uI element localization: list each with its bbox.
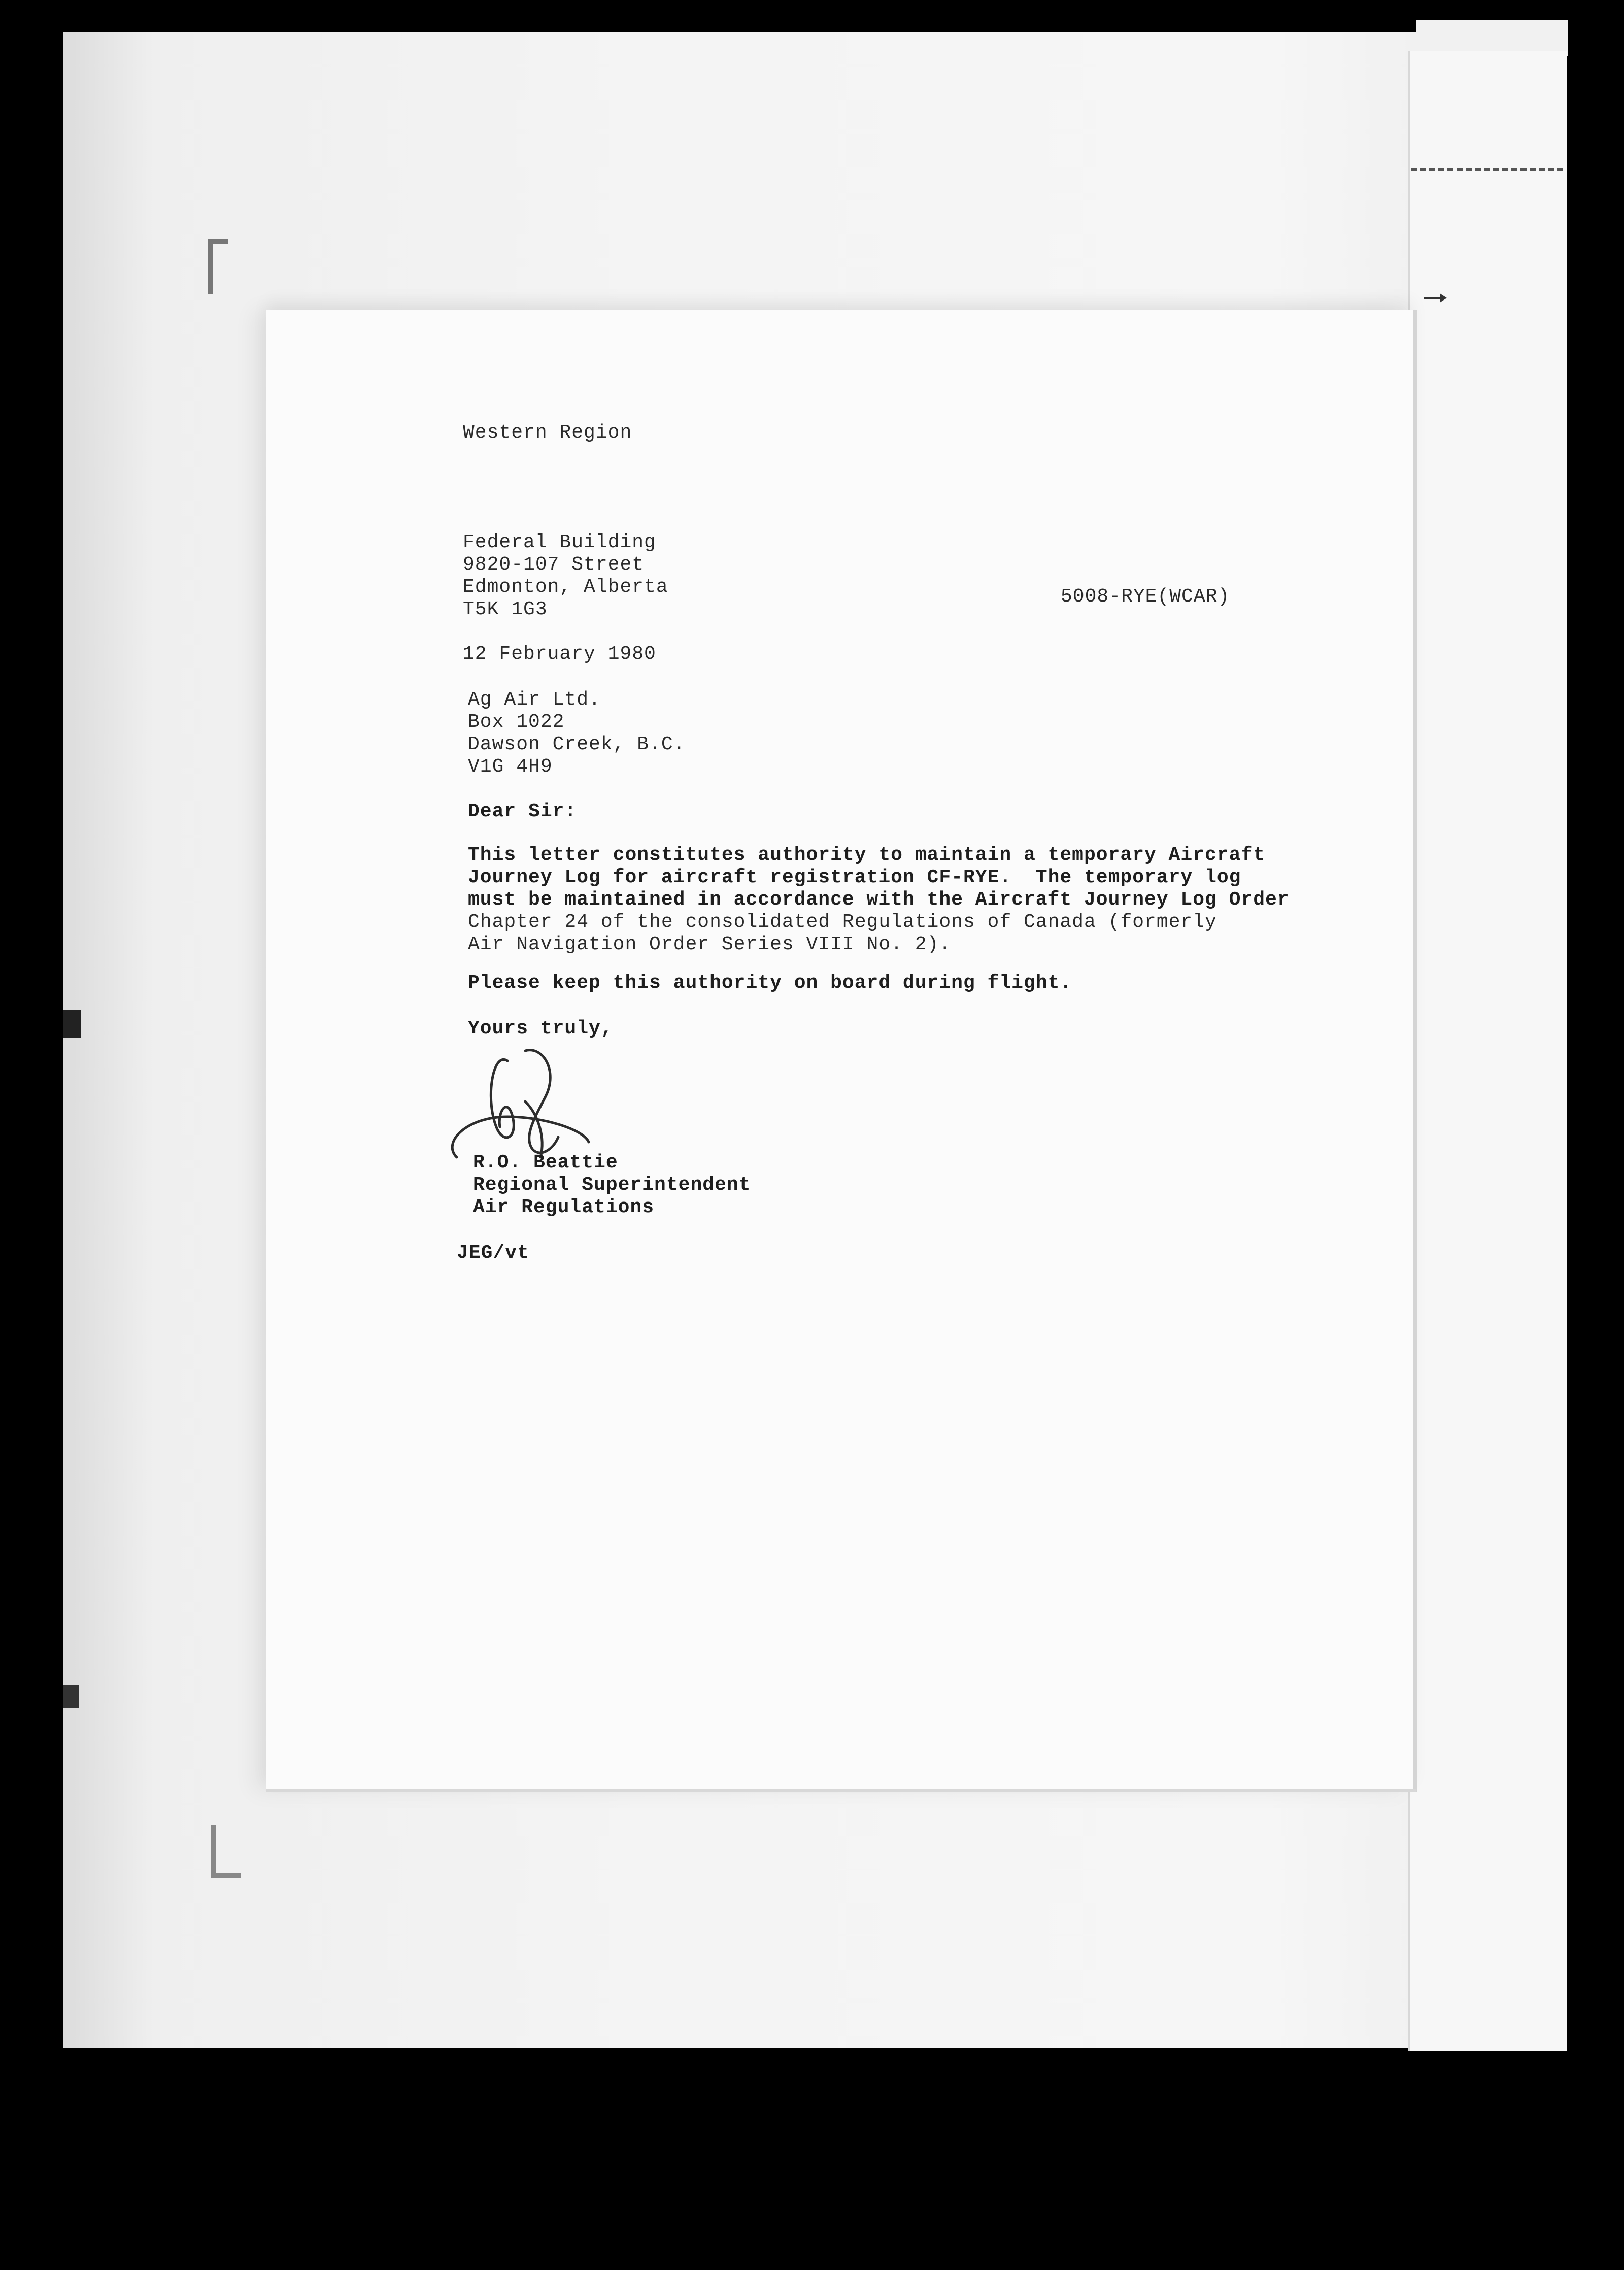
signatory-title: Regional Superintendent	[473, 1174, 751, 1196]
recipient-line: Ag Air Ltd.	[468, 689, 601, 711]
recipient-line: V1G 4H9	[468, 756, 553, 778]
file-reference: 5008-RYE(WCAR)	[1061, 586, 1230, 608]
corner-bracket-top-left	[208, 239, 228, 294]
signatory-department: Air Regulations	[473, 1196, 655, 1218]
address-line: 9820-107 Street	[463, 554, 645, 576]
scan-blot	[63, 1685, 79, 1708]
body-line: Air Navigation Order Series VIII No. 2).	[468, 933, 952, 955]
address-line: T5K 1G3	[463, 598, 548, 620]
typist-initials: JEG/vt	[457, 1242, 529, 1264]
region-heading: Western Region	[463, 422, 632, 444]
body-line: must be maintained in accordance with the Aircraft Journey Log Order	[468, 889, 1290, 911]
closing: Yours truly,	[468, 1018, 613, 1040]
scan-blot	[63, 1010, 81, 1038]
recipient-line: Dawson Creek, B.C.	[468, 733, 686, 755]
arrow-mark-icon	[1424, 297, 1444, 299]
address-line: Federal Building	[463, 531, 656, 553]
address-line: Edmonton, Alberta	[463, 576, 668, 598]
body-line: Journey Log for aircraft registration CF-RYE. The temporary log	[468, 866, 1241, 888]
salutation: Dear Sir:	[468, 800, 577, 822]
letter-sheet-bottom-edge	[266, 1789, 1416, 1792]
request-line: Please keep this authority on board during flight.	[468, 972, 1072, 994]
letter-sheet-edge	[1413, 310, 1417, 1792]
body-line: Chapter 24 of the consolidated Regulations of Canada (formerly	[468, 911, 1217, 933]
dashed-line-mark	[1411, 168, 1563, 171]
corner-bracket-bottom-left	[211, 1825, 241, 1878]
signatory-name: R.O. Beattie	[473, 1152, 618, 1174]
underlying-page-strip	[1408, 51, 1567, 2051]
recipient-line: Box 1022	[468, 711, 565, 733]
letter-date: 12 February 1980	[463, 643, 656, 665]
body-line: This letter constitutes authority to maintain a temporary Aircraft	[468, 844, 1266, 866]
